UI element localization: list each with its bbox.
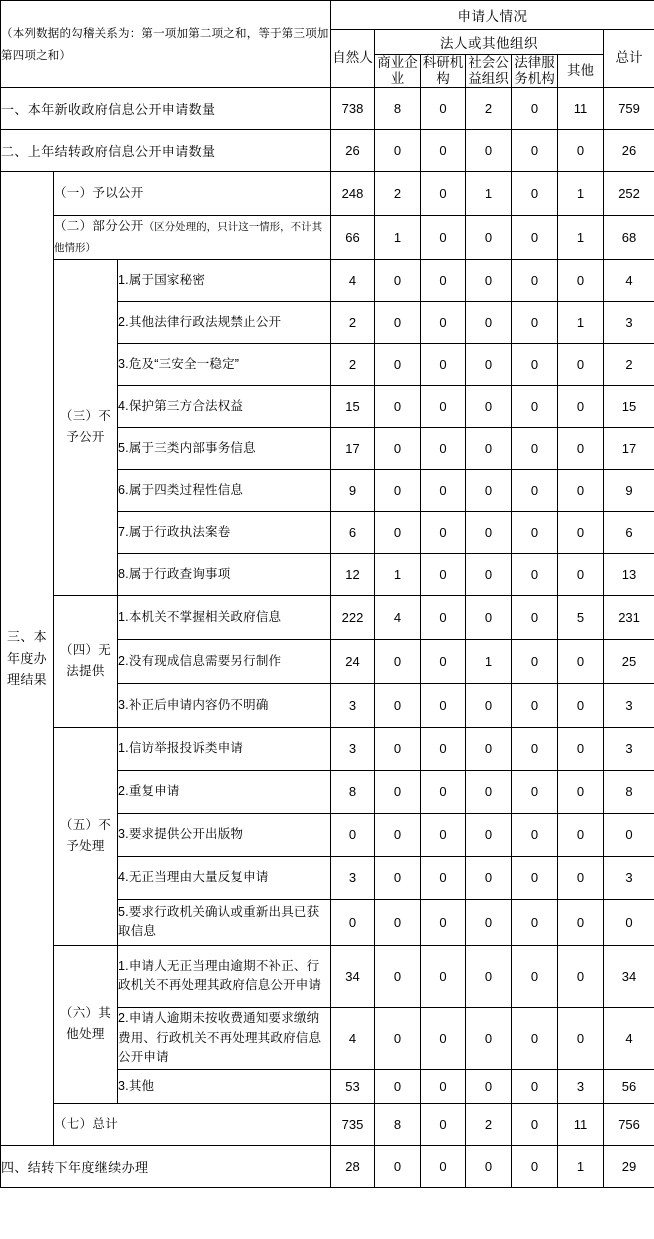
cell-value: 0 xyxy=(558,945,604,1007)
cell-value: 0 xyxy=(421,301,466,343)
cell-value: 0 xyxy=(512,899,558,945)
row-label-state-secret: 1.属于国家秘密 xyxy=(118,259,331,301)
cell-value: 0 xyxy=(421,215,466,259)
header-col-public-welfare-org: 社会公益组织 xyxy=(466,55,512,88)
cell-value: 0 xyxy=(421,469,466,511)
cell-value: 3 xyxy=(558,1069,604,1103)
cell-value: 0 xyxy=(512,1103,558,1145)
cell-value: 4 xyxy=(375,595,421,639)
table-row xyxy=(1,595,654,639)
cell-value: 0 xyxy=(466,129,512,171)
cell-value: 1 xyxy=(558,1145,604,1187)
cell-value: 17 xyxy=(604,427,654,469)
header-applicant-group: 申请人情况 xyxy=(331,1,654,30)
cell-value: 0 xyxy=(512,215,558,259)
header-row-group xyxy=(1,1,654,30)
cell-value: 0 xyxy=(512,87,558,129)
cell-value: 2 xyxy=(375,171,421,215)
cell-value: 0 xyxy=(421,595,466,639)
cell-value: 34 xyxy=(331,945,375,1007)
cell-value: 26 xyxy=(604,129,654,171)
cell-value: 0 xyxy=(512,813,558,856)
cell-value: 0 xyxy=(375,427,421,469)
subcategory-other-handling xyxy=(54,945,118,1103)
cell-value: 0 xyxy=(512,770,558,813)
cell-value: 0 xyxy=(558,856,604,899)
cell-value: 0 xyxy=(421,1145,466,1187)
cell-value: 0 xyxy=(466,1007,512,1069)
cell-value: 222 xyxy=(331,595,375,639)
cell-value: 0 xyxy=(512,683,558,727)
cell-value: 759 xyxy=(604,87,654,129)
table-row xyxy=(1,727,654,770)
row-label-internal-affairs: 5.属于三类内部事务信息 xyxy=(118,427,331,469)
cell-value: 1 xyxy=(375,215,421,259)
header-col-legal-service-org: 法律服务机构 xyxy=(512,55,558,88)
cell-value: 1 xyxy=(558,301,604,343)
cell-value: 0 xyxy=(558,683,604,727)
cell-value: 0 xyxy=(512,301,558,343)
cell-value: 8 xyxy=(604,770,654,813)
table-row xyxy=(1,259,654,301)
header-col-business-enterprise: 商业企业 xyxy=(375,55,421,88)
cell-value: 15 xyxy=(604,385,654,427)
cell-value: 0 xyxy=(512,856,558,899)
cell-value: 0 xyxy=(512,1145,558,1187)
cell-value: 0 xyxy=(466,343,512,385)
cell-value: 0 xyxy=(375,727,421,770)
cell-value: 0 xyxy=(558,639,604,683)
cell-value: 4 xyxy=(331,259,375,301)
cell-value: 756 xyxy=(604,1103,654,1145)
row-label-agency-not-hold: 1.本机关不掌握相关政府信息 xyxy=(118,595,331,639)
cell-value: 0 xyxy=(558,553,604,595)
cell-value: 0 xyxy=(466,215,512,259)
row-label-carry-to-next-year: 四、结转下年度继续办理 xyxy=(1,1145,331,1187)
cell-value: 0 xyxy=(421,511,466,553)
row-label-still-unclear-after-correction: 3.补正后申请内容仍不明确 xyxy=(118,683,331,727)
cell-value: 0 xyxy=(375,899,421,945)
column-relationship-note: （本列数据的勾稽关系为：第一项加第二项之和，等于第三项加第四项之和） xyxy=(1,1,331,88)
cell-value: 0 xyxy=(558,385,604,427)
row-label-partially-disclosed xyxy=(54,215,331,259)
row-label-protect-third-party: 4.保护第三方合法权益 xyxy=(118,385,331,427)
cell-value: 0 xyxy=(512,639,558,683)
cell-value: 4 xyxy=(331,1007,375,1069)
cell-value: 0 xyxy=(421,856,466,899)
cell-value: 0 xyxy=(512,427,558,469)
cell-value: 0 xyxy=(375,1007,421,1069)
cell-value: 0 xyxy=(466,259,512,301)
cell-value: 17 xyxy=(331,427,375,469)
cell-value: 0 xyxy=(558,259,604,301)
cell-value: 231 xyxy=(604,595,654,639)
table-row xyxy=(1,1103,654,1145)
cell-value: 0 xyxy=(375,813,421,856)
table-row xyxy=(1,215,654,259)
row-label-other: 3.其他 xyxy=(118,1069,331,1103)
row-label-no-existing-info: 2.没有现成信息需要另行制作 xyxy=(118,639,331,683)
header-col-research-institution: 科研机构 xyxy=(421,55,466,88)
cell-value: 0 xyxy=(375,259,421,301)
cell-value: 248 xyxy=(331,171,375,215)
cell-value: 3 xyxy=(331,856,375,899)
cell-value: 0 xyxy=(466,683,512,727)
cell-value: 2 xyxy=(604,343,654,385)
cell-value: 0 xyxy=(558,469,604,511)
row-label-carried-over: 二、上年结转政府信息公开申请数量 xyxy=(1,129,331,171)
subcategory-not-disclosed xyxy=(54,259,118,595)
cell-value: 0 xyxy=(375,385,421,427)
cell-value: 0 xyxy=(421,683,466,727)
cell-value: 0 xyxy=(466,899,512,945)
cell-value: 2 xyxy=(466,1103,512,1145)
table-row xyxy=(1,87,654,129)
cell-value: 34 xyxy=(604,945,654,1007)
cell-value: 0 xyxy=(466,511,512,553)
cell-value: 66 xyxy=(331,215,375,259)
table-row xyxy=(1,129,654,171)
cell-value: 6 xyxy=(604,511,654,553)
cell-value: 0 xyxy=(512,343,558,385)
cell-value: 0 xyxy=(421,171,466,215)
cell-value: 2 xyxy=(331,301,375,343)
cell-value: 12 xyxy=(331,553,375,595)
row-label-new-applications: 一、本年新收政府信息公开申请数量 xyxy=(1,87,331,129)
cell-value: 3 xyxy=(604,301,654,343)
cell-value: 0 xyxy=(466,727,512,770)
cell-value: 0 xyxy=(466,301,512,343)
cell-value: 3 xyxy=(331,683,375,727)
row-label-request-confirm-reissue: 5.要求行政机关确认或重新出具已获取信息 xyxy=(118,899,331,945)
row-label-petition-complaint: 1.信访举报投诉类申请 xyxy=(118,727,331,770)
cell-value: 0 xyxy=(375,129,421,171)
cell-value: 0 xyxy=(466,469,512,511)
cell-value: 0 xyxy=(512,129,558,171)
cell-value: 0 xyxy=(466,1069,512,1103)
subcategory-label: （六）其他处理 xyxy=(59,1006,112,1042)
cell-value: 0 xyxy=(512,511,558,553)
cell-value: 0 xyxy=(375,469,421,511)
cell-value: 0 xyxy=(375,343,421,385)
row-label-admin-inquiry: 8.属于行政查询事项 xyxy=(118,553,331,595)
cell-value: 0 xyxy=(375,683,421,727)
cell-value: 0 xyxy=(512,1069,558,1103)
cell-value: 53 xyxy=(331,1069,375,1103)
cell-value: 0 xyxy=(466,945,512,1007)
cell-value: 11 xyxy=(558,87,604,129)
row-label-annotation: （区分处理的，只计这一情形，不计其他情形） xyxy=(54,221,323,255)
cell-value: 0 xyxy=(558,343,604,385)
cell-value: 0 xyxy=(604,899,654,945)
cell-value: 2 xyxy=(466,87,512,129)
cell-value: 3 xyxy=(604,856,654,899)
row-label-overdue-no-payment: 2.申请人逾期未按收费通知要求缴纳费用、行政机关不再处理其政府信息公开申请 xyxy=(118,1007,331,1069)
cell-value: 9 xyxy=(604,469,654,511)
subcategory-unable-to-provide xyxy=(54,595,118,727)
cell-value: 0 xyxy=(421,770,466,813)
cell-value: 8 xyxy=(375,1103,421,1145)
cell-value: 0 xyxy=(421,945,466,1007)
cell-value: 0 xyxy=(558,511,604,553)
cell-value: 0 xyxy=(558,1007,604,1069)
cell-value: 0 xyxy=(466,813,512,856)
cell-value: 13 xyxy=(604,553,654,595)
cell-value: 0 xyxy=(466,427,512,469)
cell-value: 0 xyxy=(466,856,512,899)
header-col-natural-person: 自然人 xyxy=(331,30,375,88)
cell-value: 56 xyxy=(604,1069,654,1103)
cell-value: 0 xyxy=(421,1103,466,1145)
cell-value: 15 xyxy=(331,385,375,427)
cell-value: 0 xyxy=(421,343,466,385)
cell-value: 0 xyxy=(512,553,558,595)
subcategory-label: （三）不予公开 xyxy=(59,409,112,445)
cell-value: 252 xyxy=(604,171,654,215)
cell-value: 3 xyxy=(604,683,654,727)
cell-value: 0 xyxy=(421,259,466,301)
cell-value: 3 xyxy=(331,727,375,770)
row-label-endanger-safety-stability: 3.危及“三安全一稳定” xyxy=(118,343,331,385)
header-col-other: 其他 xyxy=(558,55,604,88)
row-label-overdue-no-correction: 1.申请人无正当理由逾期不补正、行政机关不再处理其政府信息公开申请 xyxy=(118,945,331,1007)
subcategory-label: （五）不予处理 xyxy=(59,818,112,854)
cell-value: 0 xyxy=(331,813,375,856)
cell-value: 0 xyxy=(466,595,512,639)
cell-value: 0 xyxy=(375,1069,421,1103)
row-label-subtotal: （七）总计 xyxy=(54,1103,331,1145)
row-label-enforcement-file: 7.属于行政执法案卷 xyxy=(118,511,331,553)
cell-value: 3 xyxy=(604,727,654,770)
cell-value: 0 xyxy=(512,259,558,301)
cell-value: 0 xyxy=(421,87,466,129)
header-legal-org-group: 法人或其他组织 xyxy=(375,30,604,55)
cell-value: 0 xyxy=(558,813,604,856)
cell-value: 0 xyxy=(558,770,604,813)
cell-value: 25 xyxy=(604,639,654,683)
table-row xyxy=(1,945,654,1007)
cell-value: 0 xyxy=(512,171,558,215)
category-annual-processing-result xyxy=(1,171,54,1145)
cell-value: 0 xyxy=(466,770,512,813)
row-label-other-law-prohibits: 2.其他法律行政法规禁止公开 xyxy=(118,301,331,343)
cell-value: 24 xyxy=(331,639,375,683)
cell-value: 0 xyxy=(512,385,558,427)
cell-value: 0 xyxy=(466,1145,512,1187)
subcategory-label: （四）无法提供 xyxy=(59,643,112,679)
cell-value: 735 xyxy=(331,1103,375,1145)
cell-value: 0 xyxy=(421,553,466,595)
category-label: 三、本年度办理结果 xyxy=(7,629,47,688)
row-label-request-publication: 3.要求提供公开出版物 xyxy=(118,813,331,856)
table-row xyxy=(1,1145,654,1187)
cell-value: 1 xyxy=(466,171,512,215)
cell-value: 0 xyxy=(421,1069,466,1103)
cell-value: 0 xyxy=(375,639,421,683)
cell-value: 4 xyxy=(604,259,654,301)
cell-value: 0 xyxy=(421,727,466,770)
cell-value: 0 xyxy=(512,469,558,511)
cell-value: 8 xyxy=(375,87,421,129)
row-label-unjustified-repeat: 4.无正当理由大量反复申请 xyxy=(118,856,331,899)
cell-value: 0 xyxy=(604,813,654,856)
cell-value: 0 xyxy=(421,385,466,427)
cell-value: 26 xyxy=(331,129,375,171)
cell-value: 0 xyxy=(512,945,558,1007)
cell-value: 0 xyxy=(558,427,604,469)
cell-value: 0 xyxy=(375,856,421,899)
cell-value: 0 xyxy=(421,639,466,683)
cell-value: 0 xyxy=(421,1007,466,1069)
cell-value: 0 xyxy=(466,553,512,595)
row-label-duplicate-application: 2.重复申请 xyxy=(118,770,331,813)
cell-value: 0 xyxy=(375,301,421,343)
cell-value: 1 xyxy=(466,639,512,683)
cell-value: 8 xyxy=(331,770,375,813)
row-label-disclosed: （一）予以公开 xyxy=(54,171,331,215)
cell-value: 0 xyxy=(421,129,466,171)
cell-value: 68 xyxy=(604,215,654,259)
cell-value: 0 xyxy=(421,427,466,469)
table-row xyxy=(1,171,654,215)
cell-value: 0 xyxy=(421,899,466,945)
cell-value: 0 xyxy=(375,1145,421,1187)
cell-value: 0 xyxy=(512,1007,558,1069)
cell-value: 0 xyxy=(512,727,558,770)
cell-value: 28 xyxy=(331,1145,375,1187)
cell-value: 1 xyxy=(558,171,604,215)
cell-value: 11 xyxy=(558,1103,604,1145)
cell-value: 29 xyxy=(604,1145,654,1187)
cell-value: 0 xyxy=(466,385,512,427)
cell-value: 2 xyxy=(331,343,375,385)
cell-value: 738 xyxy=(331,87,375,129)
row-label-text: （二）部分公开 xyxy=(54,219,144,234)
subcategory-not-processed xyxy=(54,727,118,945)
cell-value: 1 xyxy=(558,215,604,259)
cell-value: 0 xyxy=(331,899,375,945)
cell-value: 6 xyxy=(331,511,375,553)
cell-value: 5 xyxy=(558,595,604,639)
cell-value: 0 xyxy=(512,595,558,639)
cell-value: 0 xyxy=(375,945,421,1007)
cell-value: 1 xyxy=(375,553,421,595)
cell-value: 0 xyxy=(375,770,421,813)
cell-value: 0 xyxy=(558,727,604,770)
cell-value: 0 xyxy=(421,813,466,856)
cell-value: 9 xyxy=(331,469,375,511)
cell-value: 0 xyxy=(558,129,604,171)
header-col-total: 总计 xyxy=(604,30,654,88)
cell-value: 4 xyxy=(604,1007,654,1069)
row-label-process-information: 6.属于四类过程性信息 xyxy=(118,469,331,511)
cell-value: 0 xyxy=(375,511,421,553)
cell-value: 0 xyxy=(558,899,604,945)
